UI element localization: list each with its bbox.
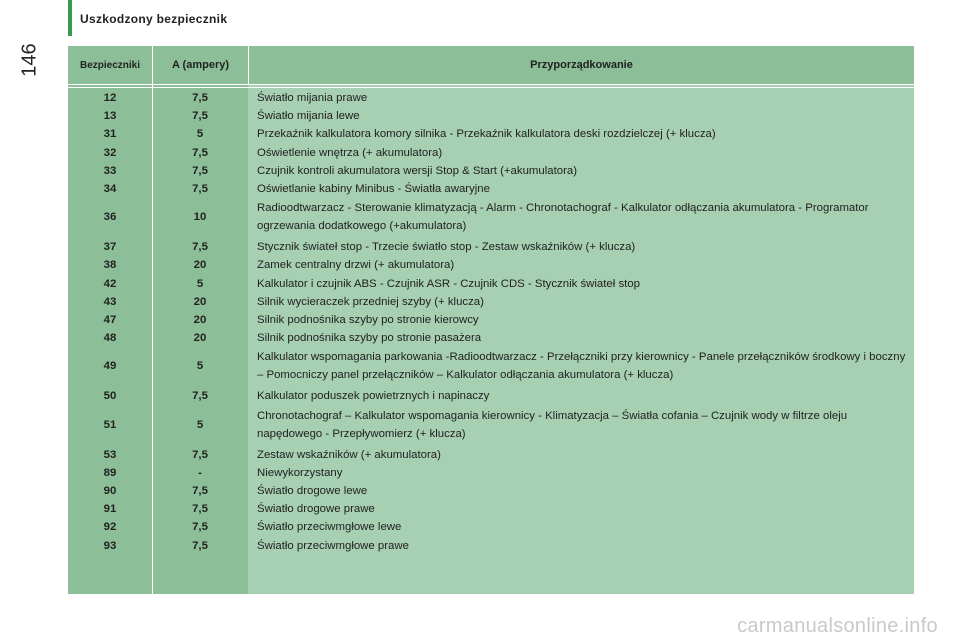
fuse-number: 91	[103, 503, 117, 516]
fuse-amps: 20	[193, 259, 207, 272]
table-row	[68, 162, 914, 180]
fuse-amps: 7,5	[192, 146, 208, 159]
fuse-amps: 10	[193, 211, 207, 224]
fuse-number: 34	[103, 183, 117, 196]
fuse-assignment: Kalkulator wspomagania parkowania -Radioodtwarzacz - Przełączniki przy kierownicy - Panele przełączników środkowy i boczny – Pomocniczy panel przełączników – Kalkulator odłączania akumulatora (+ klucza)	[257, 351, 906, 382]
table-body	[68, 89, 914, 555]
fuse-assignment: Silnik podnośnika szyby po stronie kierowcy	[257, 314, 479, 327]
section-title: Uszkodzony bezpiecznik	[80, 12, 228, 26]
table-row	[68, 482, 914, 500]
table-row	[68, 144, 914, 162]
fuse-number: 50	[103, 390, 117, 403]
fuse-number: 89	[103, 466, 117, 479]
fuse-amps: 5	[196, 277, 204, 290]
fuse-assignment: Światło drogowe prawe	[257, 503, 375, 516]
fuse-assignment: Oświetlanie kabiny Minibus - Światła awaryjne	[257, 183, 490, 196]
fuse-assignment: Światło mijania prawe	[257, 92, 368, 104]
fuse-assignment: Niewykorzystany	[257, 466, 343, 479]
fuse-number: 48	[103, 332, 117, 345]
fuse-assignment: Silnik wycieraczek przedniej szyby (+ klucza)	[257, 295, 484, 308]
fuse-assignment: Chronotachograf – Kalkulator wspomagania kierownicy - Klimatyzacja – Światła cofania – Czujnik wody w filtrze oleju napędowego - Przepływomierz (+ klucza)	[257, 409, 848, 440]
fuse-assignment: Światło mijania lewe	[257, 110, 360, 123]
column-header-amps: A (ampery)	[152, 46, 248, 84]
fuse-assignment: Zestaw wskaźników (+ akumulatora)	[257, 448, 441, 461]
table-row	[68, 387, 914, 405]
fuse-number: 53	[103, 448, 117, 461]
fuse-number: 36	[103, 211, 117, 224]
fuse-number: 49	[103, 360, 117, 373]
fuse-number: 38	[103, 259, 117, 272]
fuse-assignment: Kalkulator i czujnik ABS - Czujnik ASR - Czujnik CDS - Stycznik świateł stop	[257, 277, 640, 290]
fuse-amps: 7,5	[192, 241, 208, 254]
table-row	[68, 311, 914, 329]
table-row	[68, 89, 914, 107]
fuse-amps: 5	[196, 128, 204, 141]
fuse-assignment: Kalkulator poduszek powietrznych i napinaczy	[257, 390, 490, 403]
table-row	[68, 518, 914, 536]
fuse-amps: 20	[193, 314, 207, 327]
fuse-amps: 5	[196, 360, 204, 373]
fuse-amps: 20	[193, 295, 207, 308]
fuse-assignment: Oświetlenie wnętrza (+ akumulatora)	[257, 146, 443, 159]
fuse-number: 13	[103, 110, 117, 123]
table-row	[68, 180, 914, 198]
fuse-number: 42	[103, 277, 117, 290]
fuse-assignment: Zamek centralny drzwi (+ akumulatora)	[257, 259, 455, 272]
table-row	[68, 464, 914, 482]
table-row	[68, 329, 914, 347]
fuse-assignment: Światło przeciwmgłowe prawe	[257, 539, 409, 552]
fuse-number: 33	[103, 164, 117, 177]
table-row	[68, 293, 914, 311]
fuse-number: 43	[103, 295, 117, 308]
table-row	[68, 256, 914, 274]
fuse-amps: -	[198, 466, 202, 479]
fuse-assignment: Światło drogowe lewe	[257, 485, 368, 498]
fuse-amps: 7,5	[192, 503, 208, 516]
table-row	[68, 446, 914, 464]
table-row	[68, 107, 914, 125]
fuse-number: 90	[103, 485, 117, 498]
fuse-number: 92	[103, 521, 117, 534]
page-number: 146	[18, 43, 41, 77]
fuse-number: 93	[103, 539, 117, 552]
fuse-assignment: Radioodtwarzacz - Sterowanie klimatyzacją - Alarm - Chronotachograf - Kalkulator odłączania akumulatora - Programator ogrzewania dodatkowego (+akumulatora)	[257, 202, 869, 233]
section-accent-bar	[68, 0, 72, 36]
fuse-amps: 7,5	[192, 92, 208, 104]
fuse-number: 51	[103, 418, 117, 431]
fuse-amps: 7,5	[192, 539, 208, 552]
fuse-number: 12	[103, 92, 117, 104]
fuse-amps: 5	[196, 418, 204, 431]
fuse-amps: 7,5	[192, 485, 208, 498]
fuse-amps: 7,5	[192, 448, 208, 461]
table-row	[68, 347, 914, 387]
fuse-number: 32	[103, 146, 117, 159]
table-header-row	[68, 46, 914, 85]
column-header-fuse: Bezpieczniki	[79, 59, 141, 71]
column-header-assignment: Przyporządkowanie	[248, 46, 914, 84]
table-row	[68, 406, 914, 446]
watermark-text[interactable]: carmanualsonline.info	[737, 615, 938, 637]
fuse-amps: 7,5	[192, 164, 208, 177]
fuse-number: 37	[103, 241, 117, 254]
fuse-number: 47	[103, 314, 117, 327]
table-row	[68, 238, 914, 256]
fuse-assignment: Silnik podnośnika szyby po stronie pasażera	[257, 332, 482, 345]
fuse-amps: 7,5	[192, 183, 208, 196]
fuse-assignment: Stycznik świateł stop - Trzecie światło stop - Zestaw wskaźników (+ klucza)	[257, 241, 636, 254]
table-row	[68, 125, 914, 143]
table-row	[68, 500, 914, 518]
fuse-amps: 20	[193, 332, 207, 345]
header-separator	[68, 87, 914, 88]
fuse-table	[68, 46, 914, 594]
fuse-number: 31	[103, 128, 117, 141]
fuse-assignment: Światło przeciwmgłowe lewe	[257, 521, 402, 534]
fuse-amps: 7,5	[192, 110, 208, 123]
fuse-assignment: Czujnik kontroli akumulatora wersji Stop & Start (+akumulatora)	[257, 164, 578, 177]
table-row	[68, 537, 914, 555]
fuse-assignment: Przekaźnik kalkulatora komory silnika - Przekaźnik kalkulatora deski rozdzielczej (+ klucza)	[257, 128, 716, 141]
table-row	[68, 275, 914, 293]
fuse-amps: 7,5	[192, 390, 208, 403]
table-row	[68, 198, 914, 238]
fuse-amps: 7,5	[192, 521, 208, 534]
